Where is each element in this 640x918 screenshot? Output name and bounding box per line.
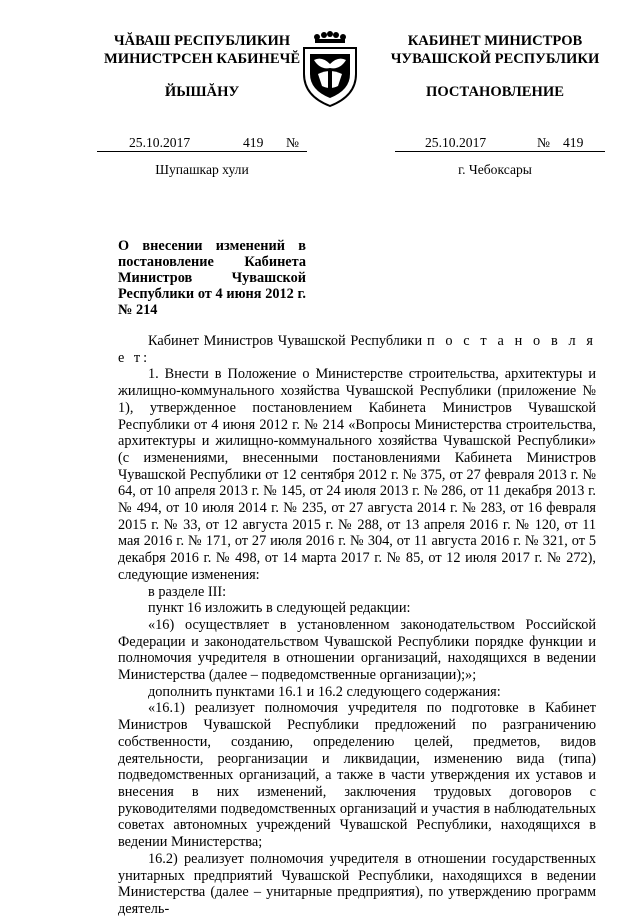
document-body bbox=[118, 333, 596, 918]
left-date: 25.10.2017 bbox=[129, 135, 191, 150]
right-number-sign: № bbox=[537, 135, 550, 150]
intro-verb: п о с т а н о в л я е т: bbox=[118, 333, 596, 366]
header-left-doc-type: ЙЫШĂНУ bbox=[164, 84, 240, 101]
header-right-doc-type: ПОСТАНОВЛЕНИЕ bbox=[426, 84, 564, 101]
right-date-number-line bbox=[395, 135, 605, 152]
document-title: О внесении изменений в постановление Кабинета Министров Чувашской Республики от 4 июня 2012 г. № 214 bbox=[118, 238, 306, 318]
paragraph-7: 16.2) реализует полномочия учредителя в отношении государственных унитарных предприятий Чувашской Республики, находящихся в ведении Министерства (далее – унитарные предприятия), по утверждению программ деятель- bbox=[118, 850, 596, 917]
intro-lead: Кабинет Министров Чувашской Республики bbox=[148, 333, 423, 349]
left-number-sign: № bbox=[286, 135, 299, 150]
right-number: 419 bbox=[563, 135, 584, 150]
right-date: 25.10.2017 bbox=[425, 135, 487, 150]
paragraph-1: 1. Внести в Положение о Министерстве строительства, архитектуры и жилищно-коммунального хозяйства Чувашской Республики (приложение № 1), утвержденное постановлением Кабинета Министров Чувашской Республики от 4 июня 2012 г. № 214 «Вопросы Министерства строительства, архитектуры и жилищно-коммунального хозяйства Чувашской Республики» (с изменениями, внесенными постановлениями Кабинета Министров Чувашской Республики от 12 сентября 2012 г. № 375, от 27 февраля 2013 г. № 64, от 10 апреля 2013 г. № 145, от 24 июля 2013 г. № 286, от 11 декабря 2013 г. № 494, от 10 июля 2014 г. № 235, от 27 августа 2014 г. № 283, от 16 февраля 2015 г. № 33, от 12 августа 2015 г. № 288, от 13 апреля 2016 г. № 120, от 11 мая 2016 г. № 171, от 27 июля 2016 г. № 304, от 11 августа 2016 г. № 321, от 5 декабря 2016 г. № 498, от 14 марта 2017 г. № 85, от 12 июля 2017 г. № 272), следующие изменения: bbox=[118, 366, 596, 583]
header-right-line1: КАБИНЕТ МИНИСТРОВ bbox=[407, 33, 583, 49]
paragraph-6: «16.1) реализует полномочия учредителя по подготовке в Кабинет Министров Чувашской Республики предложений по разграничению собственности, созданию, определению целей, предметов, видов деятельности, реорганизации и ликвидации, изменению вида (типа) подведомственных организаций, а также в части утверждения их уставов и внесения в них изменений, заключения трудовых договоров с руководителями подведомственных организаций и участия в наблюдательных советах автономных учреждений Чувашской Республики, находящихся в ведении Министерства; bbox=[118, 700, 596, 851]
header-right-line2: ЧУВАШСКОЙ РЕСПУБЛИКИ bbox=[390, 50, 600, 67]
paragraph-4: «16) осуществляет в установленном законодательством Российской Федерации и законодательством Чувашской Республики порядке функции и полномочия учредителя в отношении организаций, находящихся в ведении Министерства (далее – подведомственные организации);»; bbox=[118, 616, 596, 684]
paragraph-5: дополнить пунктами 16.1 и 16.2 следующего содержания: bbox=[148, 683, 501, 700]
left-number: 419 bbox=[243, 135, 264, 150]
header-left bbox=[97, 33, 307, 102]
right-place: г. Чебоксары bbox=[458, 162, 532, 177]
header-left-line2: МИНИСТРСЕН КАБИНЕЧĔ bbox=[103, 50, 301, 67]
chuvash-coat-of-arms-icon bbox=[300, 30, 360, 108]
intro-paragraph bbox=[118, 333, 596, 366]
header-left-line1: ЧĂВАШ РЕСПУБЛИКИН bbox=[113, 33, 291, 49]
header-right bbox=[390, 33, 600, 102]
left-place: Шупашкар хули bbox=[155, 162, 249, 177]
left-date-number-line bbox=[97, 135, 307, 152]
paragraph-2: в разделе III: bbox=[148, 583, 227, 600]
paragraph-3: пункт 16 изложить в следующей редакции: bbox=[148, 600, 411, 617]
